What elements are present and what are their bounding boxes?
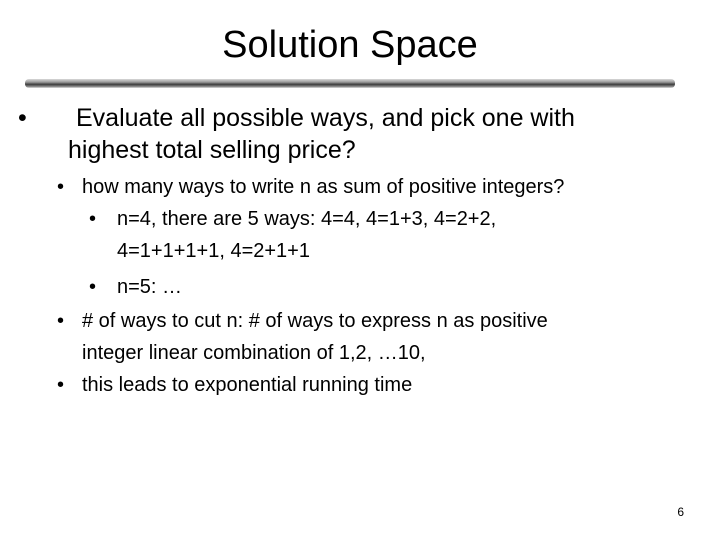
bullet-mark: • (57, 310, 65, 332)
sub-sub-bullet-n4 (89, 203, 649, 267)
bullet-mark: • (89, 208, 97, 230)
main-bullet-line-1: Evaluate all possible ways, and pick one with (76, 104, 575, 132)
bullet-mark: • (89, 276, 97, 298)
sub-bullet-line-1: # of ways to cut n: # of ways to express n as positive (82, 310, 548, 332)
sub-sub-bullet-line-2: 4=1+1+1+1, 4=2+1+1 (117, 240, 310, 262)
sub-bullet-ways-to-cut (57, 305, 677, 369)
main-bullet (18, 102, 658, 166)
main-bullet-line-2: highest total selling price? (68, 136, 356, 164)
bullet-mark: • (18, 104, 27, 132)
sub-bullet-ways-to-write (57, 171, 677, 203)
bullet-mark: • (57, 374, 65, 396)
sub-sub-bullet-n5 (89, 271, 649, 303)
sub-sub-bullet-line-1: n=4, there are 5 ways: 4=4, 4=1+3, 4=2+2, (117, 208, 497, 230)
sub-bullet-line-2: integer linear combination of 1,2, …10, (82, 342, 426, 364)
title-divider (25, 79, 675, 88)
page-number: 6 (677, 505, 684, 519)
sub-bullet-text: how many ways to write n as sum of positive integers? (82, 176, 565, 198)
bullet-mark: • (57, 176, 65, 198)
sub-bullet-exponential (57, 369, 677, 401)
sub-sub-bullet-text: n=5: … (117, 276, 183, 298)
sub-bullet-text: this leads to exponential running time (82, 374, 413, 396)
slide-title: Solution Space (222, 24, 478, 66)
